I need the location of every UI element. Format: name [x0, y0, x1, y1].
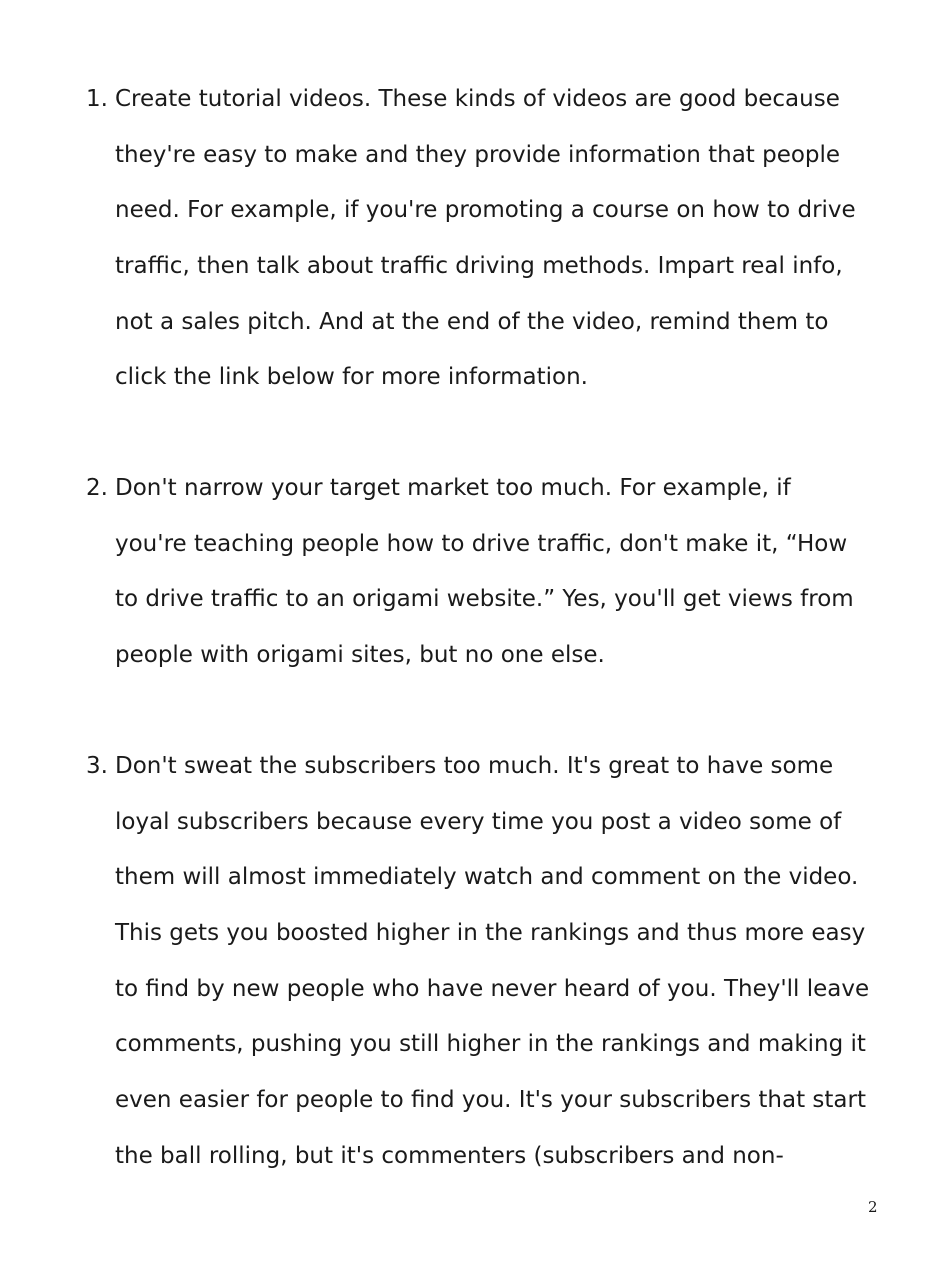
text-line: Create tutorial videos. These kinds of videos are good because: [115, 86, 840, 112]
text-line: the ball rolling, but it's commenters (subscribers and non-: [115, 1142, 784, 1169]
text-line: loyal subscribers because every time you post a video some of: [115, 808, 842, 835]
list-item-3: [86, 739, 886, 1185]
list-item-1: [86, 72, 886, 406]
list-item-number: 3.: [86, 753, 108, 779]
text-line: even easier for people to find you. It's your subscribers that start: [115, 1087, 866, 1114]
list-item-2: [86, 461, 886, 684]
text-line: not a sales pitch. And at the end of the video, remind them to: [115, 308, 829, 335]
text-line: click the link below for more information.: [115, 364, 588, 391]
text-line: need. For example, if you're promoting a course on how to drive: [115, 197, 856, 224]
list-item-number: 1.: [86, 86, 108, 112]
text-line: them will almost immediately watch and comment on the video.: [115, 864, 859, 891]
text-line: This gets you boosted higher in the rankings and thus more easy: [115, 920, 866, 947]
text-line: to find by new people who have never heard of you. They'll leave: [115, 975, 870, 1002]
text-line: they're easy to make and they provide information that people: [115, 141, 841, 168]
text-line: traffic, then talk about traffic driving methods. Impart real info,: [115, 253, 843, 280]
text-line: Don't sweat the subscribers too much. It's great to have some: [115, 753, 834, 779]
list-item-number: 2.: [86, 475, 108, 501]
text-line: you're teaching people how to drive traffic, don't make it, “How: [115, 530, 848, 557]
text-line: comments, pushing you still higher in the rankings and making it: [115, 1031, 866, 1058]
text-line: Don't narrow your target market too much. For example, if: [115, 475, 791, 501]
text-line: people with origami sites, but no one else.: [115, 642, 605, 669]
page-number: 2: [868, 1198, 878, 1216]
text-line: to drive traffic to an origami website.” Yes, you'll get views from: [115, 586, 854, 613]
